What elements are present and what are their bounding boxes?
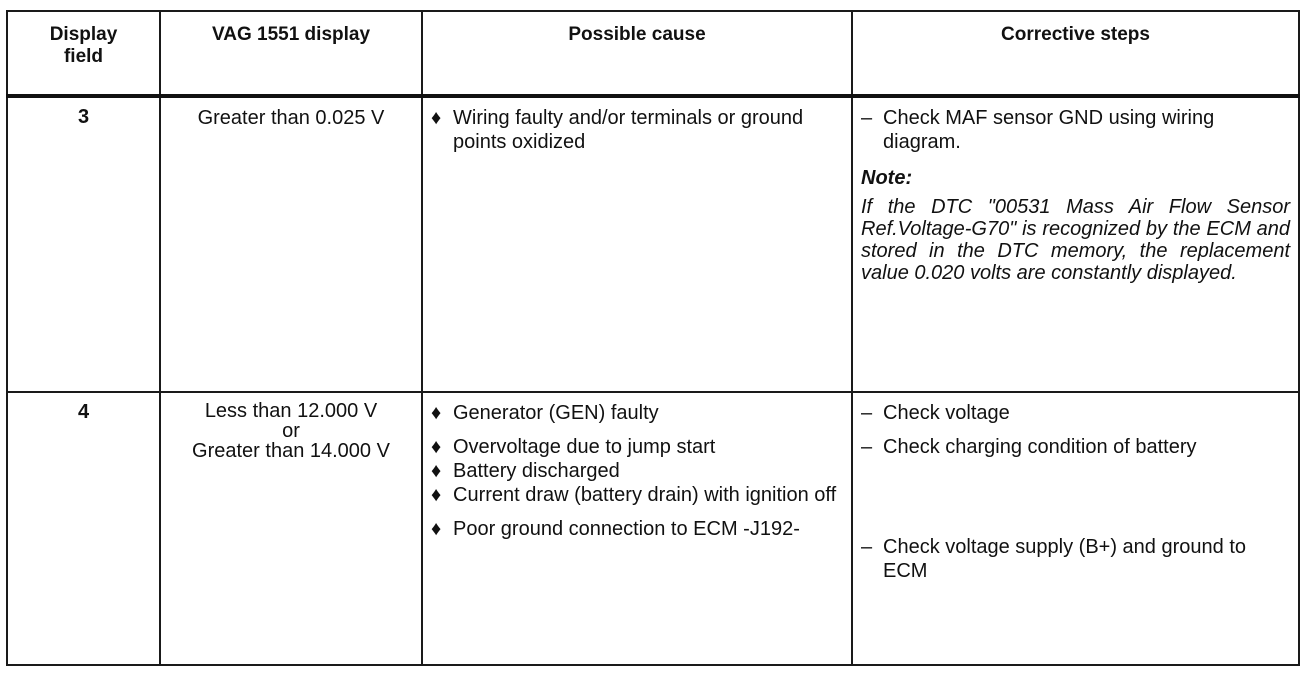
step-item (861, 535, 1290, 583)
cause-text: Overvoltage due to jump start (453, 436, 716, 458)
table-header-row (7, 11, 1299, 96)
bullet-icon: ♦ (431, 436, 442, 458)
corrective-steps-cell (852, 392, 1299, 665)
dash-icon: – (861, 107, 873, 129)
display-field-value: 3 (77, 106, 90, 128)
dash-icon: – (861, 402, 873, 424)
cause-text: Current draw (battery drain) with ignition off (453, 484, 837, 506)
dash-icon: – (861, 536, 873, 558)
display-field-value: 4 (77, 401, 90, 423)
possible-cause-cell (422, 392, 852, 665)
cause-item (431, 106, 843, 154)
step-text: Check voltage supply (B+) and ground to ECM (883, 536, 1246, 582)
header-corrective-steps: Corrective steps (852, 11, 1299, 96)
table-row (7, 392, 1299, 665)
cause-item (431, 459, 843, 483)
cause-text: Battery discharged (453, 460, 620, 482)
vag-display-value-low: Less than 12.000 V (204, 400, 378, 422)
vag-display-or: or (282, 420, 300, 442)
cause-item (431, 483, 843, 507)
possible-cause-cell (422, 96, 852, 392)
diagnostic-table (6, 10, 1300, 666)
vag-display-cell (160, 392, 422, 665)
step-text: Check charging condition of battery (883, 436, 1197, 458)
bullet-icon: ♦ (431, 460, 442, 482)
bullet-icon: ♦ (431, 484, 442, 506)
display-field-cell (7, 392, 160, 665)
header-possible-cause: Possible cause (422, 11, 852, 96)
bullet-icon: ♦ (431, 402, 442, 424)
cause-text: Wiring faulty and/or terminals or ground points oxidized (453, 107, 804, 153)
bullet-icon: ♦ (431, 518, 442, 540)
dash-icon: – (861, 436, 873, 458)
step-item (861, 401, 1290, 425)
note-text: If the DTC "00531 Mass Air Flow Sensor Ref.Voltage-G70" is recognized by the ECM and stored in the DTC memory, the replacement value 0.020 volts are constantly displayed. (861, 196, 1290, 284)
step-text: Check MAF sensor GND using wiring diagram. (883, 107, 1215, 153)
cause-item (431, 517, 843, 541)
note-title: Note: (861, 167, 913, 189)
cause-item (431, 435, 843, 459)
header-display-field: Display field (7, 11, 160, 96)
step-text: Check voltage (883, 402, 1010, 424)
table-row (7, 96, 1299, 392)
display-field-cell (7, 96, 160, 392)
corrective-steps-cell (852, 96, 1299, 392)
header-vag-display: VAG 1551 display (160, 11, 422, 96)
vag-display-value-high: Greater than 14.000 V (192, 440, 390, 462)
cause-item (431, 401, 843, 425)
vag-display-value: Greater than 0.025 V (197, 107, 385, 129)
vag-display-cell (160, 96, 422, 392)
bullet-icon: ♦ (431, 107, 442, 129)
step-item (861, 435, 1290, 459)
cause-text: Poor ground connection to ECM -J192- (453, 518, 800, 540)
cause-text: Generator (GEN) faulty (453, 402, 659, 424)
step-item (861, 106, 1290, 154)
